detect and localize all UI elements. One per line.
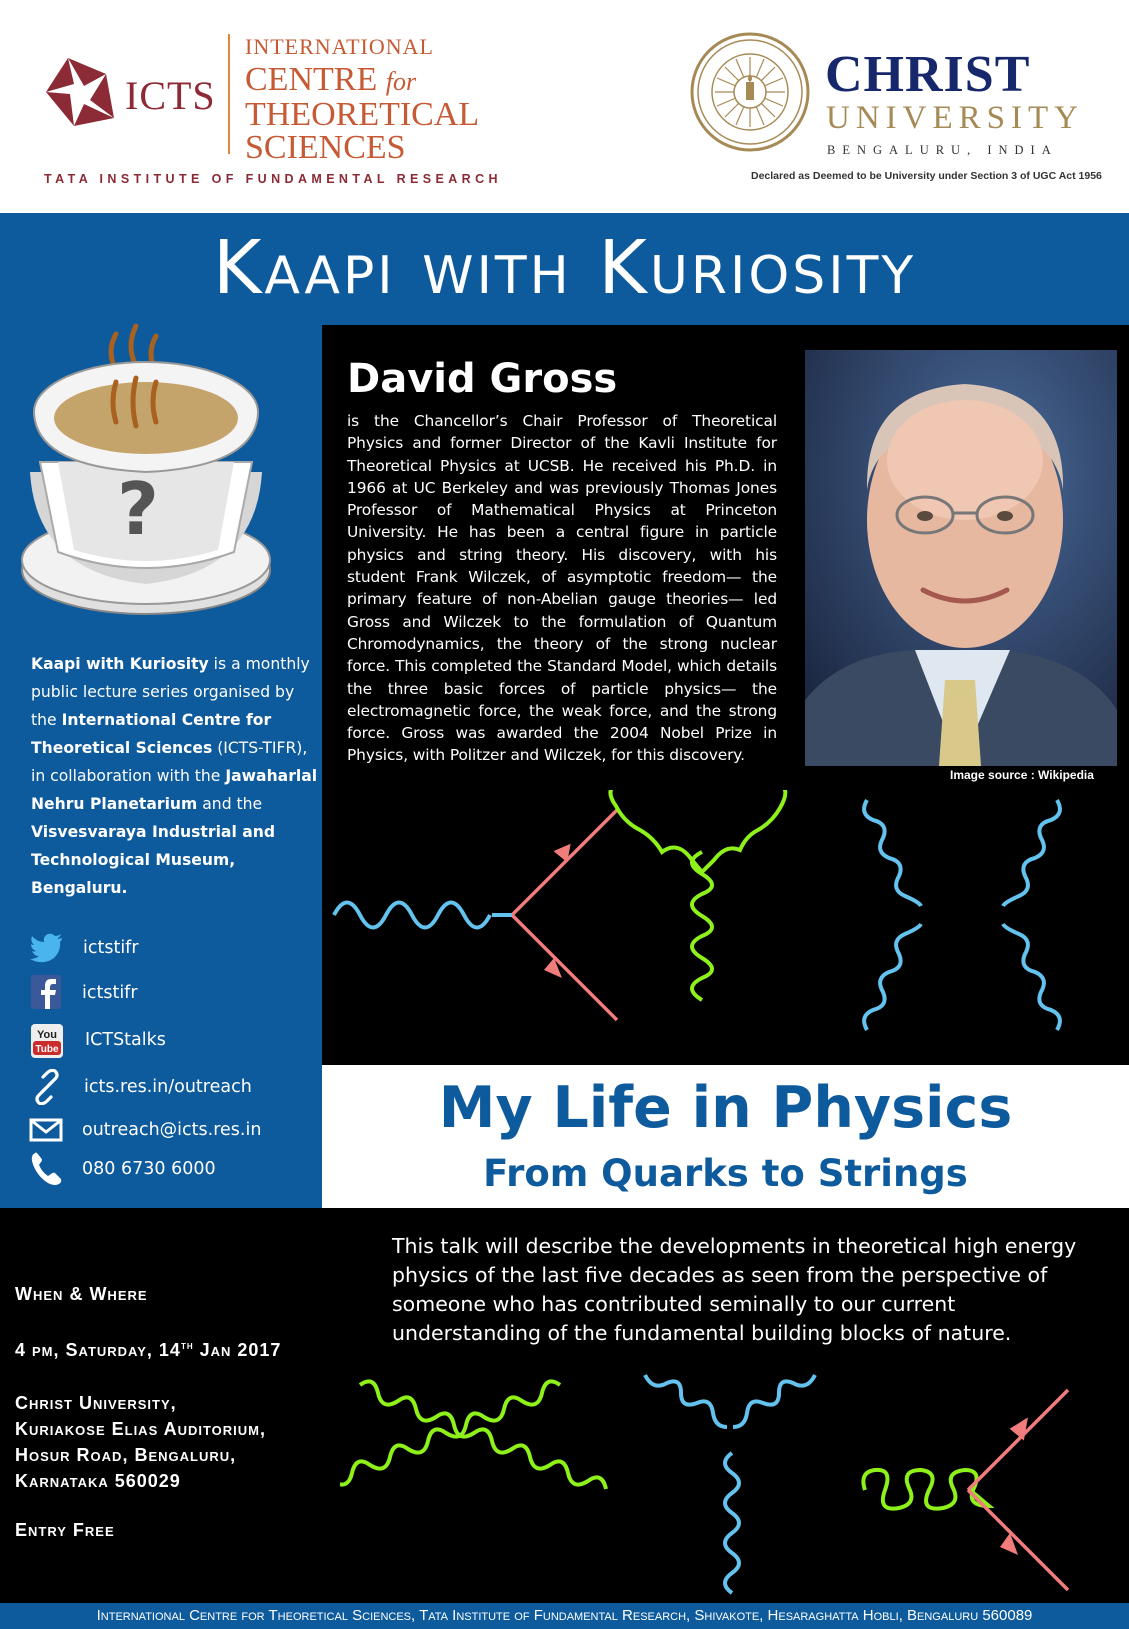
facebook-icon — [29, 975, 65, 1011]
entry-info: Entry Free — [15, 1520, 115, 1540]
speaker-name: David Gross — [347, 356, 618, 402]
event-date-time: 4 pm, Saturday, 14th Jan 2017 — [15, 1340, 282, 1360]
christ-city: BENGALURU, INDIA — [827, 143, 1058, 157]
svg-text:You: You — [37, 1029, 57, 1041]
image-source-caption: Image source : Wikipedia — [950, 768, 1094, 782]
twitter-label: ictstifr — [83, 938, 139, 958]
twitter-icon — [29, 930, 65, 966]
coffee-cup-icon — [18, 322, 278, 622]
icts-name-line-3: THEORETICAL — [245, 96, 480, 133]
phone-label: 080 6730 6000 — [82, 1159, 216, 1179]
icts-name-line-2: CENTRE for — [245, 61, 417, 98]
when-where-heading: When & Where — [15, 1284, 148, 1304]
venue-address — [15, 1390, 266, 1494]
address-line-1: Christ University, — [15, 1393, 177, 1413]
address-line-2: Kuriakose Elias Auditorium, — [15, 1419, 266, 1439]
link-icon — [29, 1069, 65, 1105]
feynman-diagrams-top — [322, 790, 1129, 1060]
youtube-label: ICTStalks — [85, 1030, 166, 1050]
icts-divider — [228, 34, 230, 154]
mail-label: outreach@icts.res.in — [82, 1120, 262, 1140]
icts-logo-text: ICTS — [125, 73, 216, 118]
feynman-diagrams-bottom — [340, 1365, 1129, 1600]
svg-text:?: ? — [117, 467, 159, 551]
address-line-3: Hosur Road, Bengaluru, — [15, 1445, 237, 1465]
christ-declaration: Declared as Deemed to be University under Section 3 of UGC Act 1956 — [751, 170, 1102, 182]
talk-title: My Life in Physics — [438, 1075, 1013, 1141]
mail-icon — [29, 1112, 65, 1148]
outreach-link-label: icts.res.in/outreach — [84, 1077, 252, 1097]
tata-institute-line: TATA INSTITUTE OF FUNDAMENTAL RESEARCH — [44, 172, 502, 186]
svg-text:Tube: Tube — [35, 1044, 59, 1055]
icts-name-line-1: INTERNATIONAL — [245, 34, 434, 59]
talk-subtitle: From Quarks to Strings — [483, 1152, 968, 1195]
address-line-4: Karnataka 560029 — [15, 1471, 181, 1491]
christ-university-label: UNIVERSITY — [826, 100, 1084, 136]
series-description: Kaapi with Kuriosity is a monthly public lecture series organised by the International Centre for Theoretical Sciences (ICTS-TIFR), in collaboration with the Jawaharlal Nehru Planetarium and the Visvesvaraya Industrial and Technological Museum, Bengaluru. — [31, 655, 318, 897]
footer-address: International Centre for Theoretical Sciences, Tata Institute of Fundamental Research, Shivakote, Hesaraghatta Hobli, Bengaluru 560089 — [96, 1607, 1033, 1624]
speaker-bio: is the Chancellor’s Chair Professor of Theoretical Physics and former Director of the Kavli Institute for Theoretical Physics at UCSB. He received his Ph.D. in 1966 at UC Berkeley and was previously Thomas Jones Professor of Mathematical Physics at Princeton University. He has been a central figure in particle physics and string theory. His discovery, with his student Frank Wilczek, of asymptotic freedom— the primary feature of non-Abelian gauge theories— led Gross and Wilczek to the formulation of Quantum Chromodynamics, the theory of the strong nuclear force. This completed the Standard Model, which details the three basic forces of particle physics— the electromagnetic force, the weak force, and the strong force. Gross was awarded the 2004 Nobel Prize in Physics, with Politzer and Wilczek, for this discovery. — [347, 412, 777, 765]
icts-full-name — [245, 30, 479, 164]
speaker-photo — [805, 350, 1117, 766]
icts-logo-icon — [44, 56, 120, 128]
talk-abstract: This talk will describe the developments in theoretical high energy physics of the last five decades as seen from the perspective of someone who has contributed seminally to our current understanding of the fundamental building blocks of nature. — [392, 1234, 1077, 1345]
series-title: Kaapi with Kuriosity — [212, 225, 917, 311]
phone-icon — [29, 1151, 65, 1187]
christ-title: CHRIST — [825, 46, 1031, 103]
christ-university-seal-icon — [690, 32, 810, 152]
facebook-label: ictstifr — [82, 983, 138, 1003]
icts-name-line-4: SCIENCES — [245, 129, 406, 166]
youtube-icon — [29, 1022, 65, 1058]
